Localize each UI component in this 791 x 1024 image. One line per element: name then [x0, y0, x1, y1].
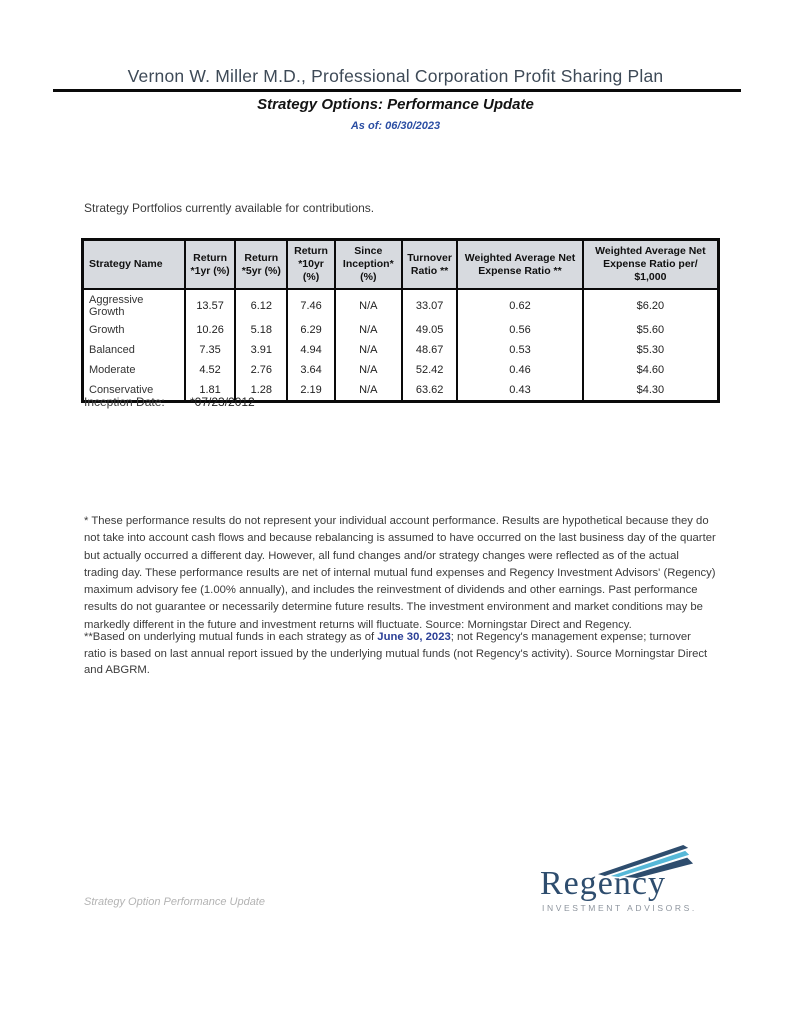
value-cell: 3.64: [287, 360, 334, 380]
value-cell: 13.57: [185, 289, 235, 320]
strategy-name-cell: Aggressive Growth: [83, 289, 185, 320]
value-cell: 0.53: [457, 340, 583, 360]
value-cell: 48.67: [402, 340, 457, 360]
column-header: Return *5yr (%): [235, 240, 287, 290]
value-cell: 5.18: [235, 320, 287, 340]
value-cell: $5.60: [583, 320, 719, 340]
as-of-date: As of: 06/30/2023: [350, 120, 441, 132]
value-cell: N/A: [335, 340, 402, 360]
value-cell: 63.62: [402, 380, 457, 402]
value-cell: N/A: [335, 380, 402, 402]
value-cell: 49.05: [402, 320, 457, 340]
column-header: Turnover Ratio **: [402, 240, 457, 290]
column-header: Since Inception* (%): [335, 240, 402, 290]
value-cell: 0.43: [457, 380, 583, 402]
value-cell: 0.46: [457, 360, 583, 380]
column-header: Weighted Average Net Expense Ratio per/ $1,000: [583, 240, 719, 290]
value-cell: N/A: [335, 360, 402, 380]
value-cell: 6.29: [287, 320, 334, 340]
table-row: [83, 380, 719, 402]
value-cell: 7.35: [185, 340, 235, 360]
table-row: [83, 320, 719, 340]
value-cell: 1.28: [235, 380, 287, 402]
value-cell: 52.42: [402, 360, 457, 380]
table-row: [83, 289, 719, 320]
strategy-name-cell: Moderate: [83, 360, 185, 380]
value-cell: 3.91: [235, 340, 287, 360]
performance-table-header: [83, 240, 719, 290]
table-row: [83, 360, 719, 380]
value-cell: 33.07: [402, 289, 457, 320]
value-cell: $4.60: [583, 360, 719, 380]
disclaimer-2-date: June 30, 2023: [377, 631, 451, 643]
column-header: Return *1yr (%): [185, 240, 235, 290]
strategy-name-cell: Growth: [83, 320, 185, 340]
value-cell: 4.52: [185, 360, 235, 380]
strategy-name-cell: Conservative: [83, 380, 185, 402]
value-cell: 0.56: [457, 320, 583, 340]
column-header-strategy-name: Strategy Name: [83, 240, 185, 290]
value-cell: 7.46: [287, 289, 334, 320]
logo-tagline: INVESTMENT ADVISORS.: [542, 903, 697, 913]
value-cell: 6.12: [235, 289, 287, 320]
value-cell: 1.81: [185, 380, 235, 402]
value-cell: $4.30: [583, 380, 719, 402]
intro-text: Strategy Portfolios currently available for contributions.: [84, 201, 375, 215]
value-cell: N/A: [335, 320, 402, 340]
inception-date-value: *07/23/2012: [190, 395, 255, 409]
header-rule: [53, 89, 741, 92]
column-header: Weighted Average Net Expense Ratio **: [457, 240, 583, 290]
disclaimer-2-post: ; not Regency's management expense; turnover ratio is based on last annual report issued by the underlying mutual funds (not Regency's activity). Source Morningstar Direct and ABGRM.: [84, 631, 708, 676]
value-cell: 0.62: [457, 289, 583, 320]
column-header: Return *10yr (%): [287, 240, 334, 290]
value-cell: $6.20: [583, 289, 719, 320]
page-title: Vernon W. Miller M.D., Professional Corporation Profit Sharing Plan: [127, 66, 664, 86]
value-cell: $5.30: [583, 340, 719, 360]
table-row: [83, 340, 719, 360]
footer-text: Strategy Option Performance Update: [84, 896, 265, 908]
strategy-name-cell: Balanced: [83, 340, 185, 360]
value-cell: 10.26: [185, 320, 235, 340]
value-cell: 4.94: [287, 340, 334, 360]
inception-date-row: [84, 395, 255, 409]
value-cell: 2.19: [287, 380, 334, 402]
disclaimer-paragraph-1: * These performance results do not represent your individual account performance. Results are hypothetical because they do not take into account cash flows and because rebalancing is assumed to have occurred on the last business day of the quarter but actually occurred a different day. However, all fund changes and/or strategy changes were reflected as of the actual trading day. These performance results are net of internal mutual fund expenses and Regency Investment Advisors' (Regency) maximum advisory fee (1.00% annually), and includes the reinvestment of dividends and other earnings. Past performance results do not guarantee or necessarily determine future results. The investment environment and market conditions may be markedly different in the future and investment returns will fluctuate. Source: Morningstar Direct and Regency.: [84, 515, 716, 631]
disclaimer-2-pre: **Based on underlying mutual funds in each strategy as of: [84, 631, 378, 643]
performance-table: [81, 238, 720, 403]
regency-logo: [540, 845, 698, 917]
inception-date-label: Inception Date:: [84, 395, 165, 409]
value-cell: 2.76: [235, 360, 287, 380]
value-cell: N/A: [335, 289, 402, 320]
logo-wordmark: Regency: [540, 865, 666, 902]
disclaimer-paragraph-2: [84, 629, 716, 679]
page-subtitle: Strategy Options: Performance Update: [257, 96, 534, 113]
